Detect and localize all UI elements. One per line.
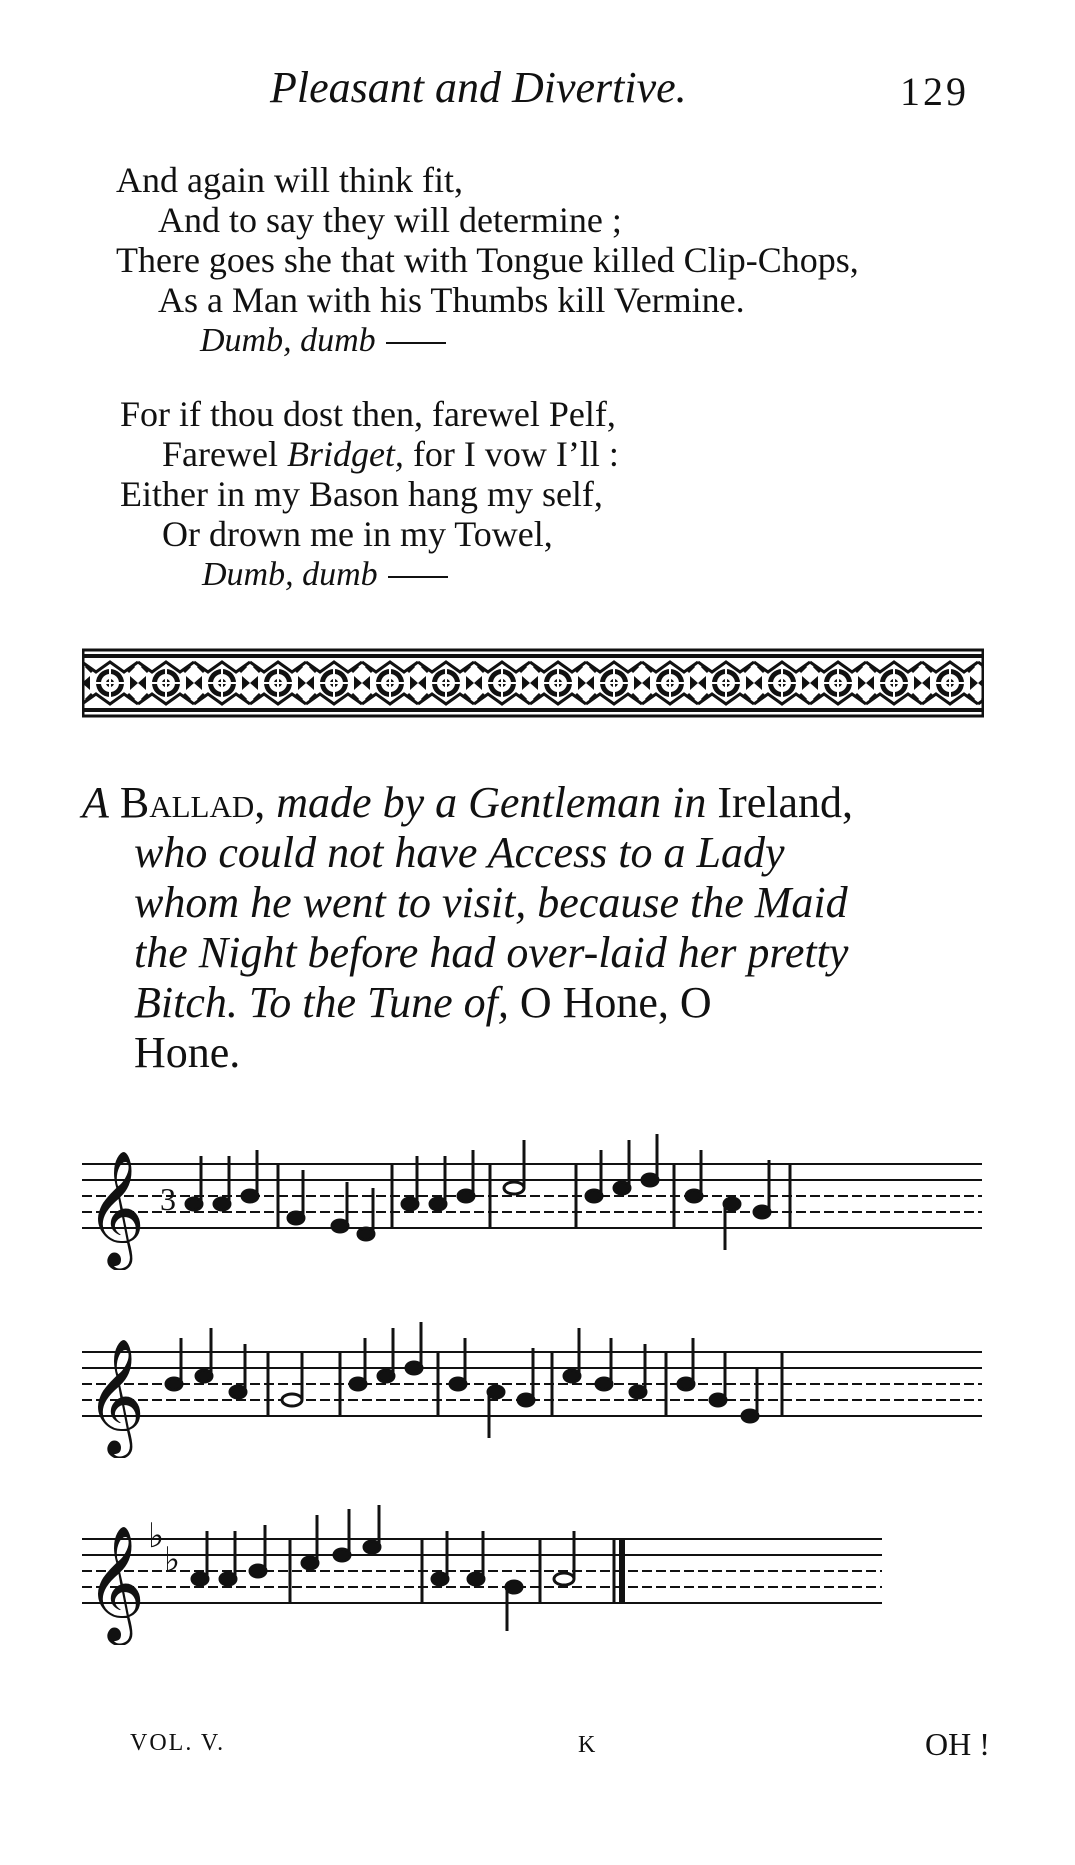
ballad-tune-label: Bitch. To the Tune of, bbox=[134, 978, 509, 1027]
catchword: OH ! bbox=[925, 1726, 990, 1762]
signature-mark: K bbox=[578, 1732, 596, 1758]
verse-text: Farewel bbox=[162, 434, 287, 474]
verse-line: And again will think fit, bbox=[116, 160, 463, 200]
ballad-word: Ballad, bbox=[119, 778, 266, 827]
music-staff-1 bbox=[82, 1130, 1002, 1270]
refrain-text: Dumb, dumb bbox=[200, 322, 376, 359]
flat-icon: ♭ bbox=[148, 1516, 165, 1556]
ballad-title-line bbox=[82, 978, 1002, 1028]
ballad-title-line: who could not have Access to a Lady bbox=[134, 828, 785, 877]
ballad-title-line: Hone. bbox=[134, 1028, 241, 1077]
page-number: 129 bbox=[900, 69, 969, 114]
refrain bbox=[202, 556, 448, 594]
treble-clef-icon: 𝄞 bbox=[86, 1524, 146, 1641]
refrain bbox=[200, 322, 446, 360]
ballad-initial: A bbox=[82, 778, 109, 827]
verse-name: Bridget, bbox=[286, 434, 404, 474]
ballad-title-line: the Night before had over-laid her pretty bbox=[134, 928, 849, 977]
ballad-title bbox=[82, 778, 1002, 1078]
running-title: Pleasant and Divertive. bbox=[270, 63, 687, 112]
time-signature: 3 bbox=[160, 1181, 176, 1217]
ballad-title-line bbox=[82, 778, 1002, 828]
treble-clef-icon: 𝄞 bbox=[86, 1149, 146, 1266]
verse-line: As a Man with his Thumbs kill Vermine. bbox=[158, 280, 745, 320]
refrain-text: Dumb, dumb bbox=[202, 556, 378, 593]
ballad-title-line: whom he went to visit, because the Maid bbox=[134, 878, 848, 927]
ornament-band bbox=[82, 648, 984, 718]
verse-line: Either in my Bason hang my self, bbox=[120, 474, 603, 514]
notes bbox=[186, 1134, 790, 1250]
ballad-made-by: made by a Gentleman in bbox=[276, 778, 707, 827]
notes bbox=[192, 1505, 622, 1631]
verse-line: Or drown me in my Towel, bbox=[162, 514, 553, 554]
ballad-place: Ireland, bbox=[717, 778, 853, 827]
verse-line: And to say they will determine ; bbox=[158, 200, 622, 240]
ballad-tune-name: O Hone, O bbox=[519, 978, 712, 1027]
notes bbox=[166, 1322, 782, 1438]
signature-volume: VOL. V. bbox=[130, 1730, 226, 1756]
verse-text: for I vow I’ll : bbox=[403, 434, 619, 474]
refrain-dash bbox=[388, 576, 448, 578]
treble-clef-icon: 𝄞 bbox=[86, 1337, 146, 1454]
verse-line bbox=[162, 434, 619, 474]
music-staff-2 bbox=[82, 1318, 1002, 1458]
verse-line: For if thou dost then, farewel Pelf, bbox=[120, 394, 616, 434]
music-staff-3 bbox=[82, 1505, 1002, 1645]
flat-icon: ♭ bbox=[164, 1540, 181, 1580]
verse-line: There goes she that with Tongue killed Clip-Chops, bbox=[116, 240, 859, 280]
refrain-dash bbox=[386, 342, 446, 344]
